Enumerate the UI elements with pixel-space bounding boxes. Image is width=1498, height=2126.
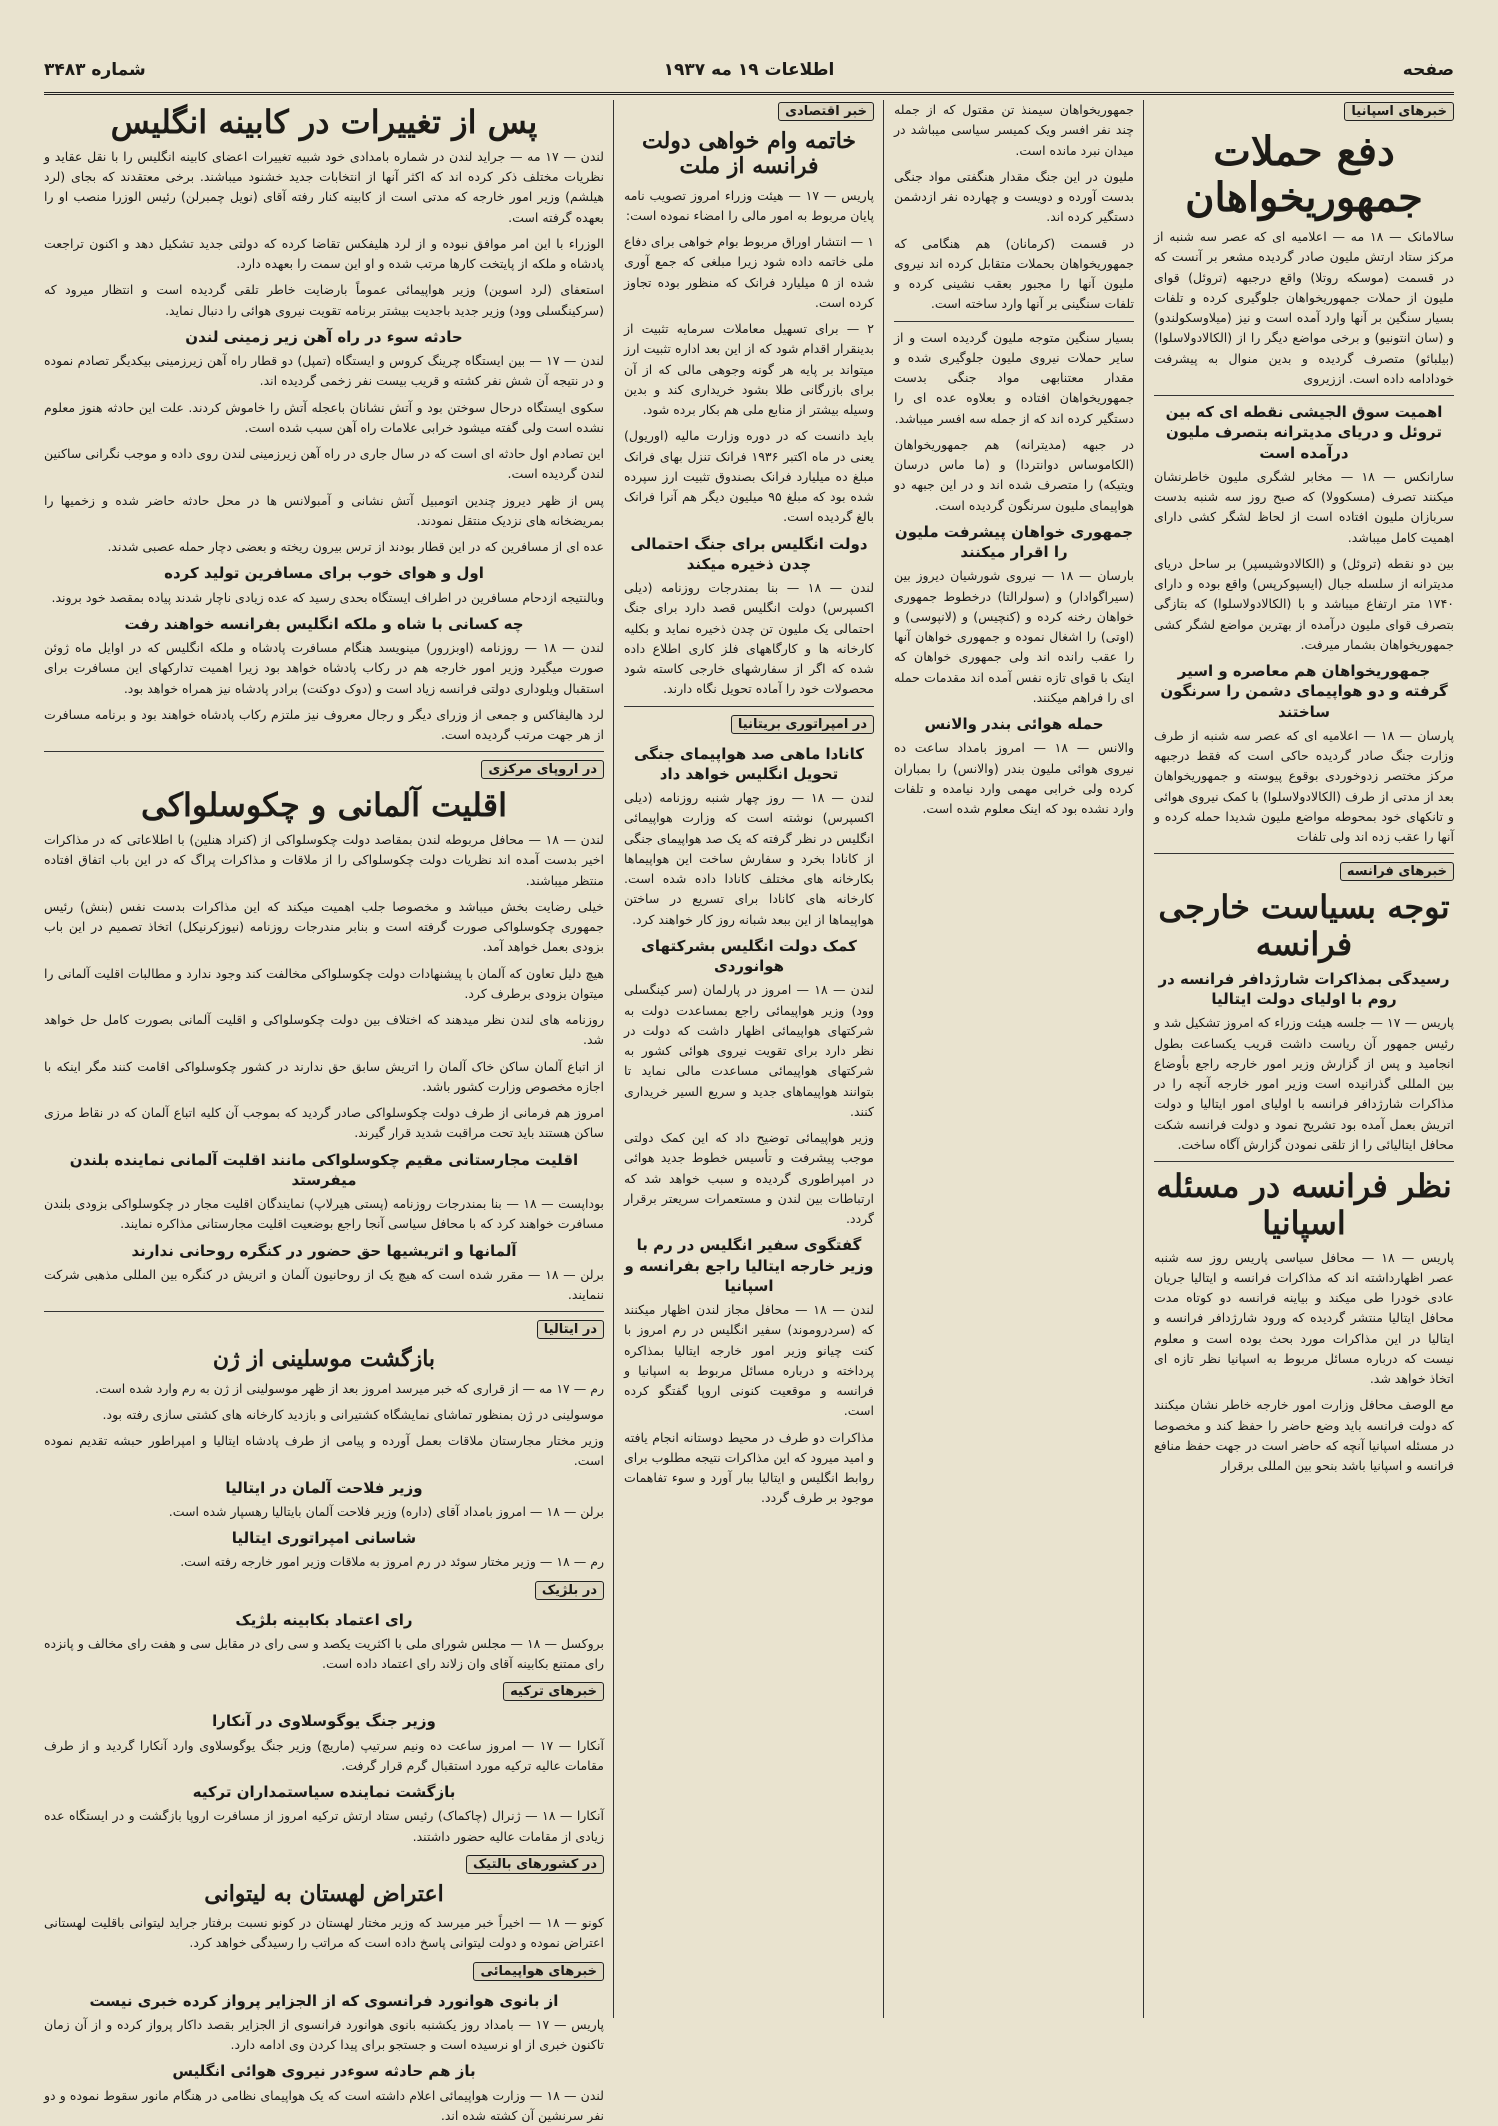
article-text: پاریس — ۱۷ — بامداد روز یکشنبه بانوی هوانورد فرانسوی از الجزایر بقصد داکار پرواز کرده و از آن زمان تاکنون خبری از او نرسیده است و جستجو برای پیدا کردن وی ادامه دارد. — [44, 2016, 604, 2053]
article-text: وزیر مختار مجارستان ملاقات بعمل آورده و پیامی از طرف پادشاه ایتالیا و امپراطور حبشه تقدیم نموده است. — [44, 1433, 604, 1469]
subheadline: حمله هوائی بندر والانس — [924, 715, 1104, 733]
subheadline: وزیر فلاحت آلمان در ایتالیا — [225, 1478, 423, 1497]
headline-spain: دفع حملات جمهوریخواهان — [1185, 128, 1423, 221]
masthead — [44, 58, 1454, 95]
article-text: آنکارا — ۱۸ — ژنرال (چاکماک) رئیس ستاد ارتش ترکیه امروز از مسافرت اروپا بازگشت و در ایستگاه عده زیادی از مقامات عالیه حضور داشتند. — [44, 1808, 604, 1844]
section-tag-france: خبرهای فرانسه — [1340, 862, 1454, 881]
section-tag-spain: خبرهای اسپانیا — [1344, 102, 1454, 121]
article-text: در جبهه (مدیترانه) هم جمهوریخواهان (الکاموساس دوانتردا) و (ما ماس درسان ویتیکه) را متصرف شده اند و در این جبهه دو هواپیمای ملیون سرنگون گردیده است. — [894, 436, 1134, 513]
headline-france-spain: نظر فرانسه در مسئله اسپانیا — [1156, 1167, 1452, 1242]
subheadline: اقلیت مجارستانی مقیم چکوسلواکی مانند اقلیت آلمانی نماینده بلندن میفرستد — [69, 1150, 579, 1189]
article-text: لندن — ۱۸ — محافل مجاز لندن اظهار میکنند که (سردروموند) سفیر انگلیس در رم امروز با کنت چیانو وزیر امور خارجه ایتالیا بمذاکره پرداخته و درباره مسائل مربوط به اسپانیا و فرانسه و موقعیت کنونی اروپا گفتگو کرده است. — [624, 1302, 874, 1419]
headline-poland: اعتراض لهستان به لیتوانی — [204, 1880, 444, 1907]
section-tag-belgium: در بلژیک — [535, 1581, 604, 1600]
article-text: وبالنتیجه ازدحام مسافرین در اطراف ایستگاه بحدی رسید که عده زیادی ناچار شدند پیاده بمقصد خود بروند. — [51, 589, 604, 605]
article-text: بسیار سنگین متوجه ملیون گردیده است و از سایر حملات نیروی ملیون جلوگیری شده و مقدار معتنابهی مواد جنگی بدست جمهوریخواهان افتاده و بعلاوه عده ای را دستگیر کرده اند که از جمله سه افسر میباشد. — [894, 329, 1134, 426]
subheadline: گفتگوی سفیر انگلیس در رم با وزیر خارجه ایتالیا راجع بفرانسه و اسپانیا — [624, 1236, 874, 1295]
subheadline: اول و هوای خوب برای مسافرین تولید کرده — [164, 564, 484, 583]
subheadline: آلمانها و اتریشیها حق حضور در کنگره روحانی ندارند — [131, 1241, 517, 1260]
headline-loan: خاتمه وام خواهی دولت فرانسه از ملت — [641, 128, 857, 180]
article-text: جمهوریخواهان سیمنذ تن مقتول که از جمله چند نفر افسر ویک کمیسر سیاسی میباشد در میدان نبرد مانده است. — [894, 102, 1134, 158]
article-text: ۱ — انتشار اوراق مربوط بوام خواهی برای دفاع ملی خاتمه داده شود زیرا مبلغی که جمع آوری شده از ۵ میلیارد فرانک که منظور بوده تجاوز کرده است. — [624, 234, 874, 310]
article-text: مذاکرات دو طرف در محیط دوستانه انجام یافته و امید میرود که این مذاکرات نتیجه مطلوب برای روابط انگلیس و ایتالیا ببار آورد و سوء تفاهمات موجود بر طرف گردد. — [624, 1429, 874, 1506]
subheadline: چه کسانی با شاه و ملکه انگلیس بفرانسه خواهند رفت — [124, 614, 524, 633]
section-tag-empire: در امپراتوری بریتانیا — [731, 715, 874, 734]
article-text: پاریس — ۱۷ — جلسه هیئت وزراء که امروز تشکیل شد و رئیس جمهور آن ریاست داشت قریب یکساعت بطول انجامید و پس از گزارش وزیر امور خارجه راجع بأوضاع بین المللی گذرانیده است وزیر امور خارجه آنچه را در مذاکرات شارژدافر فرانسه با اولیای امور ایتالیا و دولت اتریش بعمل آمده بود تشریح نمود و دولت فرانسه شکت محافل ایتالیائی را از تلقی نمودن گزارش آگاه ساخت. — [1154, 1015, 1454, 1152]
article-text: آنکارا — ۱۷ — امروز ساعت ده ونیم سرتیپ (ماریچ) وزیر جنگ یوگوسلاوی وارد آنکارا گردید و از طرف مقامات عالیه ترکیه مورد استقبال گرم قرار گرفت. — [44, 1737, 604, 1773]
page-label: صفحه — [1402, 60, 1454, 80]
article-text: برلن — ۱۸ — امروز بامداد آقای (داره) وزیر فلاحت آلمان بایتالیا رهسپار شده است. — [168, 1503, 604, 1519]
issue-date: اطلاعات ۱۹ مه ۱۹۳۷ — [663, 60, 835, 80]
article-text: لندن — ۱۷ — بین ایستگاه چرینگ کروس و ایستگاه (تمپل) دو قطار راه آهن زیرزمینی بیکدیگر تصادم نموده و در نتیجه آن شش نفر کشته و قریب بیست نفر زخمی گردیده اند. — [44, 353, 604, 389]
article-text: مع الوصف محافل وزارت امور خارجه خاطر نشان میکنند که دولت فرانسه باید وضع حاضر را حفظ کند و مخصوصا در مسئله اسپانیا آنچه که حاضر است در جهت حفظ منافع فرانسه و اسپانیا باشد بنحو بین المللی برقرار — [1154, 1397, 1454, 1474]
article-text: الوزراء با این امر موافق نبوده و از لرد هلیفکس تقاضا کرده که دولتی جدید تشکیل دهد و اکنون تراجعت پادشاه و ملکه از پایتخت کارها مرتب شده و او این سمت را بعهده دارد. — [44, 235, 604, 272]
subheadline: شاسانی امپراتوری ایتالیا — [231, 1529, 417, 1548]
subheadline: حادثه سوء در راه آهن زیر زمینی لندن — [185, 327, 463, 346]
article-text: پاریس — ۱۸ — محافل سیاسی پاریس روز سه شنبه عصر اظهارداشته اند که مذاکرات فرانسه و ایتالیا جریان عادی خودرا طی میکند و بیاینه فرانسه دو کوتاه مدت محافل ایتالیا منتشر گردیده که ورود شارژدافر فرانسه و ایتالیا در این مذاکرات مورد بحث بوده است و معلوم نیست که درباره مسائل مربوط به اسپانیا نظر تازه ای اتخاذ خواهد شد. — [1154, 1249, 1454, 1387]
column-europe — [44, 100, 605, 2123]
article-text: ۲ — برای تسهیل معاملات سرمایه تثبیت از بدینقرار اقدام شود که از این بعد اداره تثبیت ارز میتواند بر پایه هر گونه وجوهی مالی که از آن برای بازرگانی طلا بشود خریداری کند و بدین وسیله بیشتر از منابع ملی هم بکار برده شود. — [624, 321, 874, 418]
article-text: پاریس — ۱۷ — هیئت وزراء امروز تصویب نامه پایان مربوط به امور مالی را امضاء نموده است: — [624, 187, 874, 223]
article-text: بروکسل — ۱۸ — مجلس شورای ملی با اکثریت یکصد و سی رای در مقابل سی و هفت رای مخالف و پانزده رای ممتنع بکابینه آقای وان زلاند رای اعتماد داده است. — [44, 1635, 605, 1672]
article-text: سکوی ایستگاه درحال سوختن بود و آتش نشانان باعجله آتش را خاموش کردند. علت این حادثه هنوز معلوم نشده است ولی گفته میشود خرابی علامات راه آهن سبب شده است. — [44, 399, 604, 435]
column-spain-france — [1154, 100, 1454, 2018]
article-text: پس از ظهر دیروز چندین اتومبیل آتش نشانی و آمبولانس ها در محل حادثه حاضر شده و زخمیها را بمریضخانه های نزدیک منتقل نمودند. — [44, 492, 604, 528]
column-spain-continued — [894, 100, 1134, 2018]
article-text: استعفای (لرد اسوین) وزیر هواپیمائی عموماً بارضایت خاطر تلقی گردیده است و انتظار میرود که (سرکینگسلی وود) وزیر جدید باجدیت بیشتر برنامه تقویت نیروی هوائی را دنبال نماید. — [44, 282, 604, 318]
article-text: سالامانک — ۱۸ مه — اعلامیه ای که عصر سه شنبه از مرکز ستاد ارتش ملیون صادر گردیده مشعر بر آنست که در قسمت (موسکه روتلا) واقع درجبهه (تروئل) قوای ملیون از حملات جمهوریخواهان جلوگیری کرده و تلفات بسیار سنگین بر آنها وارد آمده است و نیز (میلاوسکولندو) و (سان انتونیو) و برخی مواضع دیگر را از (الکالادولاسلوا) (بیلبائو) متصرف گردیده و بدین منوال به پیشرفت خودادامه داده است. اززیروی — [1154, 229, 1455, 386]
subheadline: جمهوری خواهان پیشرفت ملیون را اقرار میکنند — [894, 522, 1134, 561]
section-tag-turkey: خبرهای ترکیه — [503, 1682, 604, 1701]
section-tag-aviation: خبرهای هواپیمائی — [473, 1962, 604, 1981]
article-text: والانس — ۱۸ — امروز بامداد ساعت ده نیروی هوائی ملیون بندر (والانس) را بمباران کرده ولی خرابی مهمی وارد نیامده و تلفات وارد نشده بود که اینک معلوم شده است. — [894, 740, 1134, 816]
article-text: لندن — ۱۸ — بنا بمندرجات روزنامه (دیلی اکسپرس) دولت انگلیس قصد دارد برای جنگ احتمالی یک ملیون تن چدن ذخیره نماید و بکلیه کارخانه ها و کارگاههای فلز کاری اطلاع داده شده که اگر از سفارشهای خارجی کاسته شود محصولات خود را آماده تحویل نگاه دارند. — [624, 580, 874, 697]
article-text: کونو — ۱۸ — اخیراً خبر میرسد که وزیر مختار لهستان در کونو نسبت برفتار جراید لیتوانی باقلیت لهستانی اعتراض نموده و دولت لیتوانی پاسخ داده است که مراتب را رسیدگی خواهد کرد. — [44, 1915, 605, 1951]
subheadline: اهمیت سوق الجیشی نقطه ای که بین تروئل و دریای مدیترانه بتصرف ملیون درآمده است — [1165, 403, 1443, 462]
headline-mussolini: بازگشت موسلینی از ژن — [212, 1346, 436, 1373]
headline-cabinet: پس از تغییرات در کابینه انگلیس — [110, 103, 538, 141]
issue-number: شماره ۳۴۸۳ — [44, 60, 146, 80]
subheadline: از بانوی هوانورد فرانسوی که از الجزایر پرواز کرده خبری نیست — [89, 1991, 559, 2010]
article-text: خیلی رضایت بخش میباشد و مخصوصا جلب اهمیت میکند که این مذاکرات بدست نفس (بنش) رئیس جمهوری چکوسلواکی صورت گرفته است و بنابر مندرجات روزنامه (نیوزکرنیکل) اتخاذ تصمیم در این باب بزودی بعمل خواهد آمد. — [44, 898, 604, 955]
subheadline: کمک دولت انگلیس بشرکتهای هوانوردی — [641, 936, 857, 976]
section-tag-economy: خبر اقتصادی — [778, 102, 874, 121]
section-tag-central-europe: در اروپای مرکزی — [481, 760, 604, 779]
article-text: در قسمت (کرمانان) هم هنگامی که جمهوریخواهان بحملات متقابل کرده اند نیروی ملیون آنها را مجبور بعقب نشینی کرده و تلفات سنگینی بر آنها وارد ساخته است. — [894, 235, 1134, 312]
article-text: پارسان — ۱۸ — اعلامیه ای که عصر سه شنبه از طرف وزارت جنگ صادر گردیده حاکی است که فقط درجبهه مرکز مختصر زدوخوردی بوقوع پیوسته و جمهوریخواهان بعد از مدتی از طرف (الکالادولاسلوا) با کمک نیروی هوائی و تانکهای خود بمحوطه مواضع ملیون شدیدا حمله کرده و آنها را عقب زده اند ولی تلفات — [1154, 727, 1454, 844]
article-text: لندن — ۱۸ — روزنامه (اوبزرور) مینویسد هنگام مسافرت پادشاه و ملکه انگلیس که در اوایل ماه ژوئن صورت میگیرد وزیر امور خارجه هم در رکاب پادشاه خواهد بود زیرا اهمیت تدارکهای این مسافرت برای استقبال ویلوداری دولتی فرانسه زیاد است و (دوک دوکنت) برادر پادشاه نیز همراه خواهد بود. — [44, 640, 604, 696]
article-text: هیچ دلیل تعاون که آلمان با پیشنهادات دولت چکوسلواکی مخالفت کند وجود ندارد و مطالبات اقلیت آلمانی را میتوان بزودی برطرف کرد. — [44, 965, 604, 1001]
article-text: لندن — ۱۸ — وزارت هواپیمائی اعلام داشته است که یک هواپیمای نظامی در هنگام مانور سقوط نموده و دو نفر سرنشین آن کشته شده اند. — [44, 2087, 604, 2123]
article-text: لندن — ۱۸ — محافل مربوطه لندن بمقاصد دولت چکوسلواکی از (کنراد هنلین) با اطلاعاتی که در مذاکرات اخیر بدست آمده اند نظریات دولت چکوسلواکی را از ملاقات و مذاکرات پراگ که در این باب اتفاق افتاده منتظر میباشند. — [44, 832, 604, 888]
article-text: رم — ۱۸ — وزیر مختار سوئد در رم امروز به ملاقات وزیر امور خارجه رفته است. — [180, 1554, 604, 1570]
article-text: لندن — ۱۷ مه — جراید لندن در شماره بامدادی خود شبیه تغییرات اعضای کابینه انگلیس را با نقل عقاید و نظریات مختلف ذکر کرده اند که اکثر آنها از انتخابات جدید خشنود میباشند. برخی معتقدند که بجای (لرد هیلشم) وزیر امور خارجه که مدتی است از کابینه کنار رفته آقای (نویل چمبرلن) رئیس الوزرا منصب او را بعهده گرفته است. — [44, 148, 604, 225]
subheadline: کانادا ماهی صد هواپیمای جنگی تحویل انگلیس خواهد داد — [634, 744, 864, 783]
article-text: لرد هالیفاکس و جمعی از وزرای دیگر و رجال معروف نیز ملتزم رکاب پادشاه خواهند بود و برنامه مسافرت از هر جهت مرتب گردیده است. — [44, 706, 604, 743]
article-text: از اتباع آلمان ساکن خاک آلمان را اتریش سابق حق ندارند در کشور چکوسلواکی اقامت کنند مگر اینکه با اجازه مخصوص وزارت کشور باشد. — [44, 1058, 604, 1094]
article-text: سارانکس — ۱۸ — مخابر لشگری ملیون خاطرنشان میکنند تصرف (مسکوولا) که صبح روز سه شنبه بدست سربازان ملیون افتاده است از لحاظ لشگر کشی دارای اهمیت کامل میباشد. — [1154, 468, 1454, 545]
headline-czech: اقلیت آلمانی و چکوسلواکی — [141, 786, 507, 825]
subheadline: جمهوریخواهان هم معاصره و اسیر گرفته و دو هواپیمای دشمن را سرنگون ساختند — [1160, 662, 1448, 721]
article-text: رم — ۱۷ مه — از قراری که خبر میرسد امروز بعد از ظهر موسولینی از ژن به رم وارد شده است. — [95, 1380, 604, 1396]
article-text: موسولینی در ژن بمنظور تماشای نمایشگاه کشتیرانی و بازدید کارخانه های کشتی سازی رفته بود. — [102, 1406, 604, 1422]
article-text: روزنامه های لندن نظر میدهند که اختلاف بین دولت چکوسلواکی و اقلیت آلمانی بصورت کامل حل خواهد شد. — [44, 1012, 604, 1048]
article-text: لندن — ۱۸ — روز چهار شنبه روزنامه (دیلی اکسپرس) نوشته است که وزارت هواپیمائی انگلیس در نظر گرفته که یک صد هواپیمای جنگی از کانادا بخرد و سفارش ساخت این هواپیماها بکارخانه های مختلف کانادا داده شده است. کارخانه های کانادا برای تسریع در ساختن هواپیماها از این ببعد شبانه روز کار خواهند کرد. — [624, 790, 874, 927]
subheadline: دولت انگلیس برای جنگ احتمالی چدن ذخیره میکند — [630, 534, 868, 573]
article-text: بوداپست — ۱۸ — بنا بمندرجات روزنامه (پستی هیرلاپ) نمایندگان اقلیت مجار در چکوسلواکی بزودی بلندن مسافرت خواهند کرد که با محافل سیاسی آنجا راجع بوضعیت اقلیت مجارستانی مذاکره نمایند. — [44, 1196, 605, 1232]
subheadline: بازگشت نماینده سیاستمداران ترکیه — [192, 1783, 456, 1802]
article-text: لندن — ۱۸ — امروز در پارلمان (سر کینگسلی وود) وزیر هواپیمائی راجع بمساعدت دولت به شرکتهای هواپیمائی اظهار داشت که دولت در نظر دارد برای تقویت نیروی هوائی کشور به شرکتهای هواپیمائی مساعدت مالی نماید تا بتوانند هواپیماهای جدید و سریع السیر خریداری کنند. — [624, 982, 874, 1119]
article-text: بارسان — ۱۸ — نیروی شورشیان دیروز بین (سیراگوادار) و (سولرالتا) درخطوط جمهوری خواهان رخنه کرده و (کنچیس) و (لانپوسی) و (اوتی) را اشغال نموده و جمهوری خواهان آنها را عقب رانده اند ولی جمهوری خواهان که اینک با قوای تازه نفس آمده اند مقدمات حمله ای را فراهم میکنند. — [894, 568, 1134, 705]
article-text: ملیون در این جنگ مقدار هنگفتی مواد جنگی بدست آورده و دویست و چهارده نفر ازدشمن دستگیر کرده اند. — [894, 168, 1134, 225]
subheadline: رسیدگی بمذاکرات شارژدافر فرانسه در روم با اولیای دولت ایتالیا — [1158, 969, 1450, 1009]
article-text: امروز هم فرمانی از طرف دولت چکوسلواکی صادر گردید که بموجب آن کلیه اتباع آلمان که در نقاط مرزی ساکن هستند باید تحت مراقبت شدید قرار گیرند. — [44, 1105, 604, 1141]
subheadline: وزیر جنگ یوگوسلاوی در آنکارا — [212, 1712, 436, 1731]
article-text: برلن — ۱۸ — مقرر شده است که هیچ یک از روحانیون آلمان و اتریش در کنگره بین المللی مذهبی شرکت ننمایند. — [44, 1266, 604, 1303]
column-economy-britain — [624, 100, 874, 2018]
subheadline: باز هم حادثه سوءدر نیروی هوائی انگلیس — [172, 2062, 476, 2081]
article-text: باید دانست که در دوره وزارت مالیه (اوریول) یعنی در ماه اکتبر ۱۹۳۶ فرانک تنزل بهای فرانک مبلغ ده میلیارد فرانک بصندوق تثبیت ارز سپرده شده بود که مبلغ ۹۵ میلیون دیگر هم آنرا فرانک بالغ گردیده است. — [624, 428, 874, 525]
article-text: وزیر هواپیمائی توضیح داد که این کمک دولتی موجب پیشرفت و تأسیس خطوط جدید هوائی در امپراطوری گردیده و سبب خواهد شد که ارتباطات بین لندن و مستعمرات سریعتر برقرار گردد. — [624, 1130, 874, 1227]
section-tag-italy: در ایتالیا — [537, 1320, 604, 1339]
section-tag-baltic: در کشورهای بالتیک — [466, 1855, 604, 1874]
article-text: عده ای از مسافرین که در این قطار بودند از ترس بیرون ریخته و بعضی دچار حمله عصبی شدند. — [107, 539, 604, 555]
headline-france-policy: توجه بسیاست خارجی فرانسه — [1158, 888, 1450, 964]
subheadline: رای اعتماد بکابینه بلژیک — [235, 1610, 413, 1629]
article-text: این تصادم اول حادثه ای است که در سال جاری در راه آهن زیرزمینی لندن روی داده و موجب نگرانی ساکنین لندن گردیده است. — [44, 446, 604, 482]
article-text: بین دو نقطه (تروئل) و (الکالادوشیسپر) بر ساحل دریای مدیترانه از سلسله جبال (ایسپوکرپس) واقع بوده و دارای ۱۷۴۰ متر ارتفاع میباشد و با (الکالادولاسلوا) که بتازگی بتصرف قوای ملیون درآمده از بهترین مواضع لشگر کشی جمهوریخواهان بشمار میرفت. — [1154, 555, 1454, 652]
